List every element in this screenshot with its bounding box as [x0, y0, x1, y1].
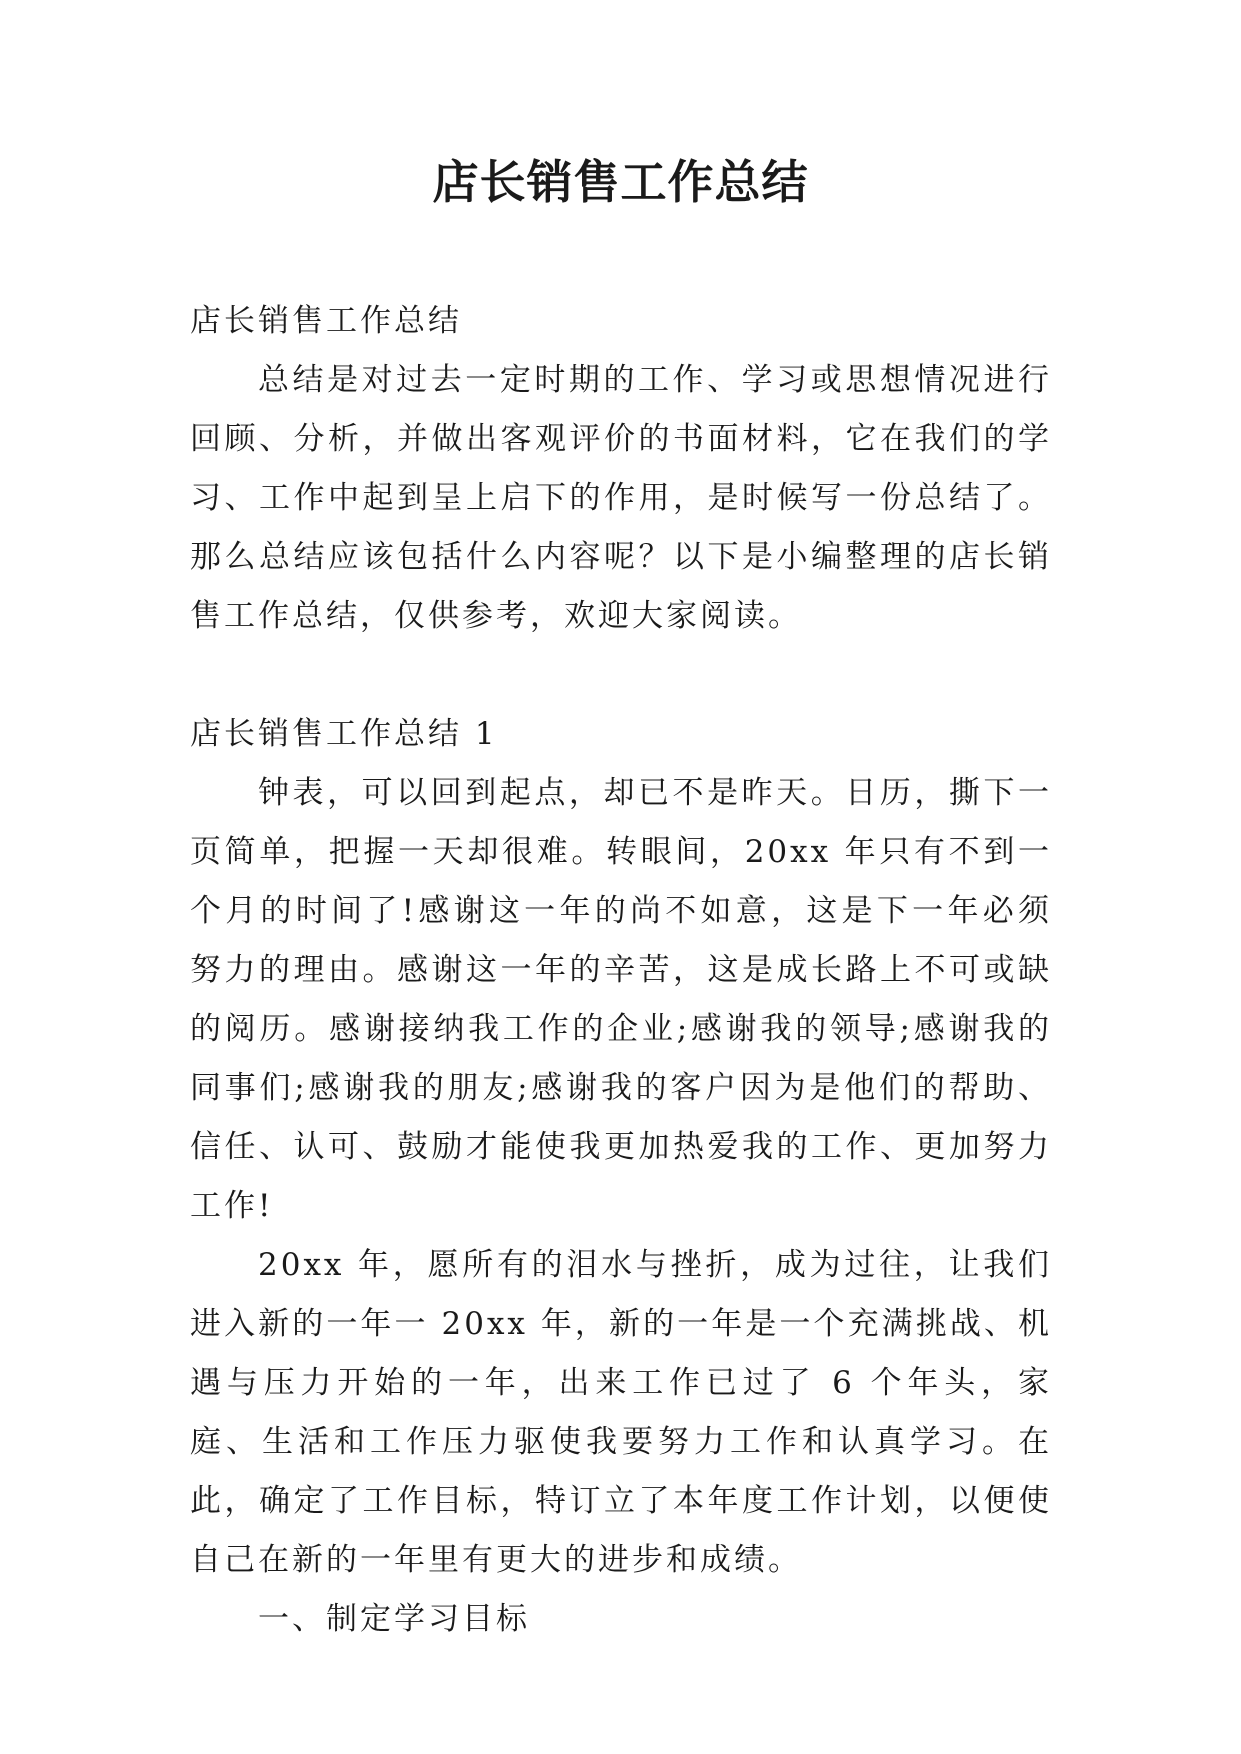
document-title: 店长销售工作总结: [432, 155, 809, 209]
document-body: [190, 292, 1052, 1649]
list-item-heading: 一、制定学习目标: [258, 1601, 530, 1637]
section-spacer: [190, 646, 1052, 705]
body-paragraph: 20xx 年，愿所有的泪水与挫折，成为过往，让我们进入新的一年一 20xx 年，新的一年是一个充满挑战、机遇与压力开始的一年，出来工作已过了 6 个年头，家庭、生活和工作压力驱使我要努力工作和认真学习。在此，确定了工作目标，特订立了本年度工作计划，以便使自己在新的一年里有更大的进步和成绩。: [190, 1247, 1052, 1578]
document-subtitle: 店长销售工作总结: [190, 303, 462, 339]
body-paragraph: 钟表，可以回到起点，却已不是昨天。日历，撕下一页简单，把握一天却很难。转眼间，20xx 年只有不到一个月的时间了!感谢这一年的尚不如意，这是下一年必须努力的理由。感谢这一年的辛苦，这是成长路上不可或缺的阅历。感谢接纳我工作的企业;感谢我的领导;感谢我的同事们;感谢我的朋友;感谢我的客户因为是他们的帮助、信任、认可、鼓励才能使我更加热爱我的工作、更加努力工作!: [190, 775, 1052, 1224]
intro-paragraph: 总结是对过去一定时期的工作、学习或思想情况进行回顾、分析，并做出客观评价的书面材料，它在我们的学习、工作中起到呈上启下的作用，是时候写一份总结了。那么总结应该包括什么内容呢？以下是小编整理的店长销售工作总结，仅供参考，欢迎大家阅读。: [190, 362, 1052, 634]
section-heading: 店长销售工作总结 1: [190, 716, 498, 752]
